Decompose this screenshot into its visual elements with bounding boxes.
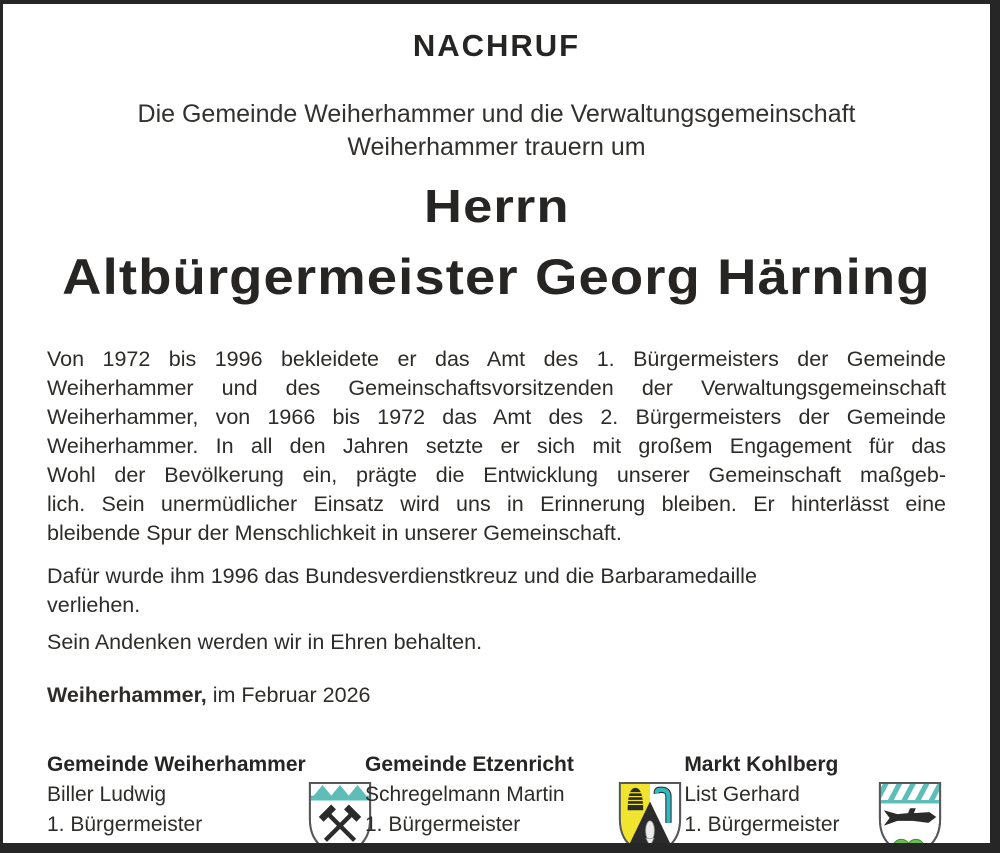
body-line: Weiherhammer. In all den Jahren setzte er sich mit großem Engagement für das	[47, 434, 946, 458]
body-line: Weiherhammer und des Gemeinschaftsvorsitzenden der Verwaltungsgemeinschaft	[47, 376, 946, 400]
signature-text	[684, 750, 839, 840]
intro-line-1: Die Gemeinde Weiherhammer und die Verwaltungsgemeinschaft	[137, 100, 856, 128]
signature-kohlberg	[684, 750, 944, 853]
salutation: Herrn	[423, 180, 570, 232]
signature-org: Gemeinde Etzenricht	[365, 753, 574, 776]
kohlberg-crest-icon	[876, 780, 944, 853]
signature-name: Schregelmann Martin	[365, 783, 565, 806]
body-line: lich. Sein unermüdlicher Einsatz wird uns in Erinnerung bleiben. Er hinterlässt eine	[47, 492, 946, 516]
deceased-name-row	[47, 248, 946, 319]
obituary-body	[47, 345, 946, 548]
notice-content	[3, 4, 990, 853]
intro-text	[47, 98, 946, 164]
signature-title: 1. Bürgermeister	[47, 813, 203, 836]
signature-name: List Gerhard	[684, 783, 800, 806]
signature-org: Markt Kohlberg	[684, 753, 839, 776]
weiherhammer-crest-icon	[306, 780, 374, 853]
deceased-name: Altbürgermeister Georg Härning	[62, 249, 931, 305]
dateline-date: im Februar 2026	[212, 683, 371, 707]
signature-title: 1. Bürgermeister	[684, 813, 840, 836]
honors-paragraph	[47, 562, 946, 620]
signature-org: Gemeinde Weiherhammer	[47, 753, 306, 776]
signatures-row	[47, 750, 946, 853]
notice-title: NACHRUF	[412, 28, 581, 63]
signature-text	[365, 750, 574, 840]
salutation-row	[47, 180, 946, 244]
honors-line-2: verliehen.	[47, 593, 141, 617]
dateline-place: Weiherhammer,	[47, 683, 207, 707]
body-line: Wohl der Bevölkerung ein, prägte die Entwicklung unserer Gemeinschaft maßgeb-	[47, 463, 946, 487]
body-line: Weiherhammer, von 1966 bis 1972 das Amt des 2. Bürgermeisters der Gemeinde	[47, 405, 946, 429]
body-line: bleibende Spur der Menschlichkeit in unserer Gemeinschaft.	[47, 521, 622, 545]
signature-weiherhammer	[47, 750, 365, 853]
dateline	[47, 681, 946, 710]
honors-line-1: Dafür wurde ihm 1996 das Bundesverdienstkreuz und die Barbaramedaille	[47, 564, 757, 588]
remembrance-paragraph: Sein Andenken werden wir in Ehren behalten.	[47, 630, 483, 654]
signature-etzenricht	[365, 750, 684, 853]
etzenricht-crest-icon	[616, 780, 684, 853]
signature-title: 1. Bürgermeister	[365, 813, 521, 836]
signature-text	[47, 750, 306, 840]
signature-name: Biller Ludwig	[47, 783, 167, 806]
intro-line-2: Weiherhammer trauern um	[347, 133, 646, 161]
body-line: Von 1972 bis 1996 bekleidete er das Amt des 1. Bürgermeisters der Gemeinde	[47, 347, 946, 371]
